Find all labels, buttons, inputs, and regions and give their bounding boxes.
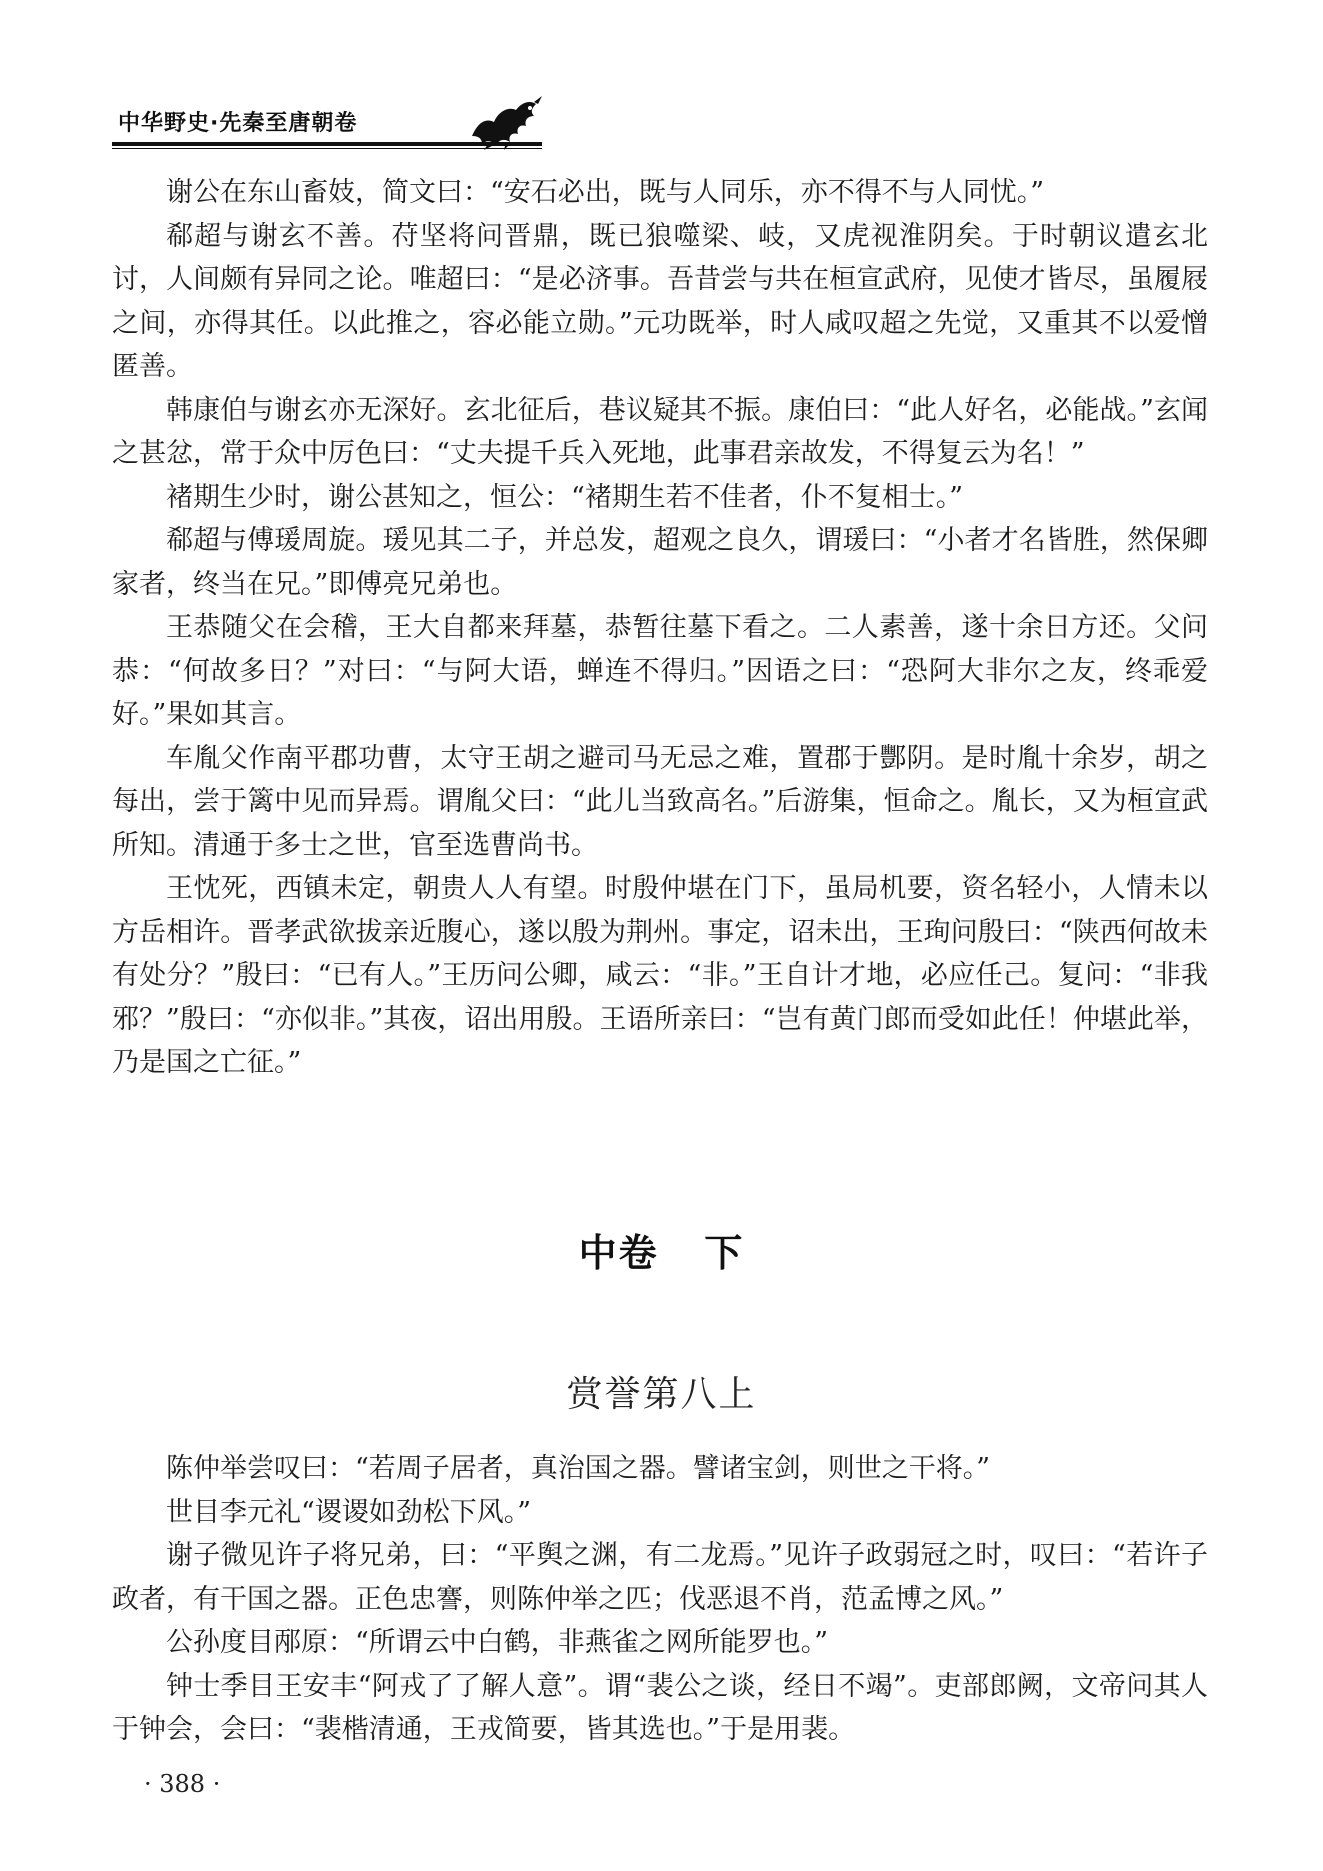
header-rule [112, 142, 542, 146]
book-title: 中华野史·先秦至唐朝卷 [118, 111, 358, 136]
paragraph: 世目李元礼“谡谡如劲松下风。” [166, 1496, 532, 1528]
paragraph: 公孙度目邴原：“所谓云中白鹤，非燕雀之网所能罗也。” [166, 1627, 829, 1658]
running-header [112, 92, 542, 162]
paragraph: 王忱死，西镇未定，朝贵人人有望。时殷仲堪在门下，虽局机要，资名轻小，人情未以方岳相许。晋孝武欲拔亲近腹心，遂以殷为荆州。事定，诏未出，王珣问殷曰：“陕西何故未有处分？”殷曰：“已有人。”王历问公卿，咸云：“非。”王自计才地，必应任己。复问：“非我邪？”殷曰：“亦似非。”其夜，诏出用殷。王语所亲曰：“岂有黄门郎而受如此任！仲堪此举，乃是国之亡征。” [112, 873, 1208, 1078]
paragraph: 韩康伯与谢玄亦无深好。玄北征后，巷议疑其不振。康伯曰：“此人好名，必能战。”玄闻之甚忿，常于众中厉色曰：“丈夫提千兵入死地，此事君亲故发，不得复云为名！” [112, 394, 1208, 469]
paragraph: 钟士季目王安丰“阿戎了了解人意”。谓“裴公之谈，经日不竭”。吏部郎阙，文帝问其人于钟会，会曰：“裴楷清通，王戎简要，皆其选也。”于是用裴。 [112, 1670, 1208, 1745]
paragraph: 车胤父作南平郡功曹，太守王胡之避司马无忌之难，置郡于酆阴。是时胤十余岁，胡之每出，尝于篱中见而异焉。谓胤父曰：“此儿当致高名。”后游集，恒命之。胤长，又为桓宣武所知。清通于多士之世，官至选曹尚书。 [112, 742, 1208, 861]
page-number: · 388 · [144, 1770, 221, 1798]
paragraph: 谢公在东山畜妓，简文曰：“安石必出，既与人同乐，亦不得不与人同忧。” [166, 177, 1045, 208]
upper-body-text [112, 171, 1208, 1085]
header-rule-thin [112, 148, 542, 149]
section-title: 赏誉第八上 [566, 1374, 757, 1415]
paragraph: 褚期生少时，谢公甚知之，恒公：“褚期生若不佳者，仆不复相士。” [166, 481, 964, 513]
paragraph: 陈仲举尝叹曰：“若周子居者，真治国之器。譬诸宝剑，则世之干将。” [166, 1453, 991, 1484]
paragraph: 郗超与傅瑗周旋。瑗见其二子，并总发，超观之良久，谓瑗曰：“小者才名皆胜，然保卿家者，终当在兄。”即傅亮兄弟也。 [112, 525, 1208, 600]
lower-body-text [112, 1447, 1208, 1752]
paragraph: 王恭随父在会稽，王大自都来拜墓，恭暂往墓下看之。二人素善，遂十余日方还。父问恭：“何故多日？”对曰：“与阿大语，蝉连不得归。”因语之曰：“恐阿大非尔之友，终乖爱好。”果如其言。 [112, 612, 1208, 730]
paragraph: 谢子微见许子将兄弟，曰：“平舆之渊，有二龙焉。”见许子政弱冠之时，叹曰：“若许子政者，有干国之器。正色忠謇，则陈仲举之匹；伐恶退不肖，范孟博之风。” [112, 1540, 1208, 1615]
paragraph: 郗超与谢玄不善。苻坚将问晋鼎，既已狼噬梁、岐，又虎视淮阴矣。于时朝议遣玄北讨，人间颇有异同之论。唯超曰：“是必济事。吾昔尝与共在桓宣武府，见使才皆尽，虽履屐之间，亦得其任。以此推之，容必能立勋。”元功既举，时人咸叹超之先觉，又重其不以爱憎匿善。 [112, 220, 1208, 382]
chapter-title: 中卷 下 [578, 1231, 745, 1275]
